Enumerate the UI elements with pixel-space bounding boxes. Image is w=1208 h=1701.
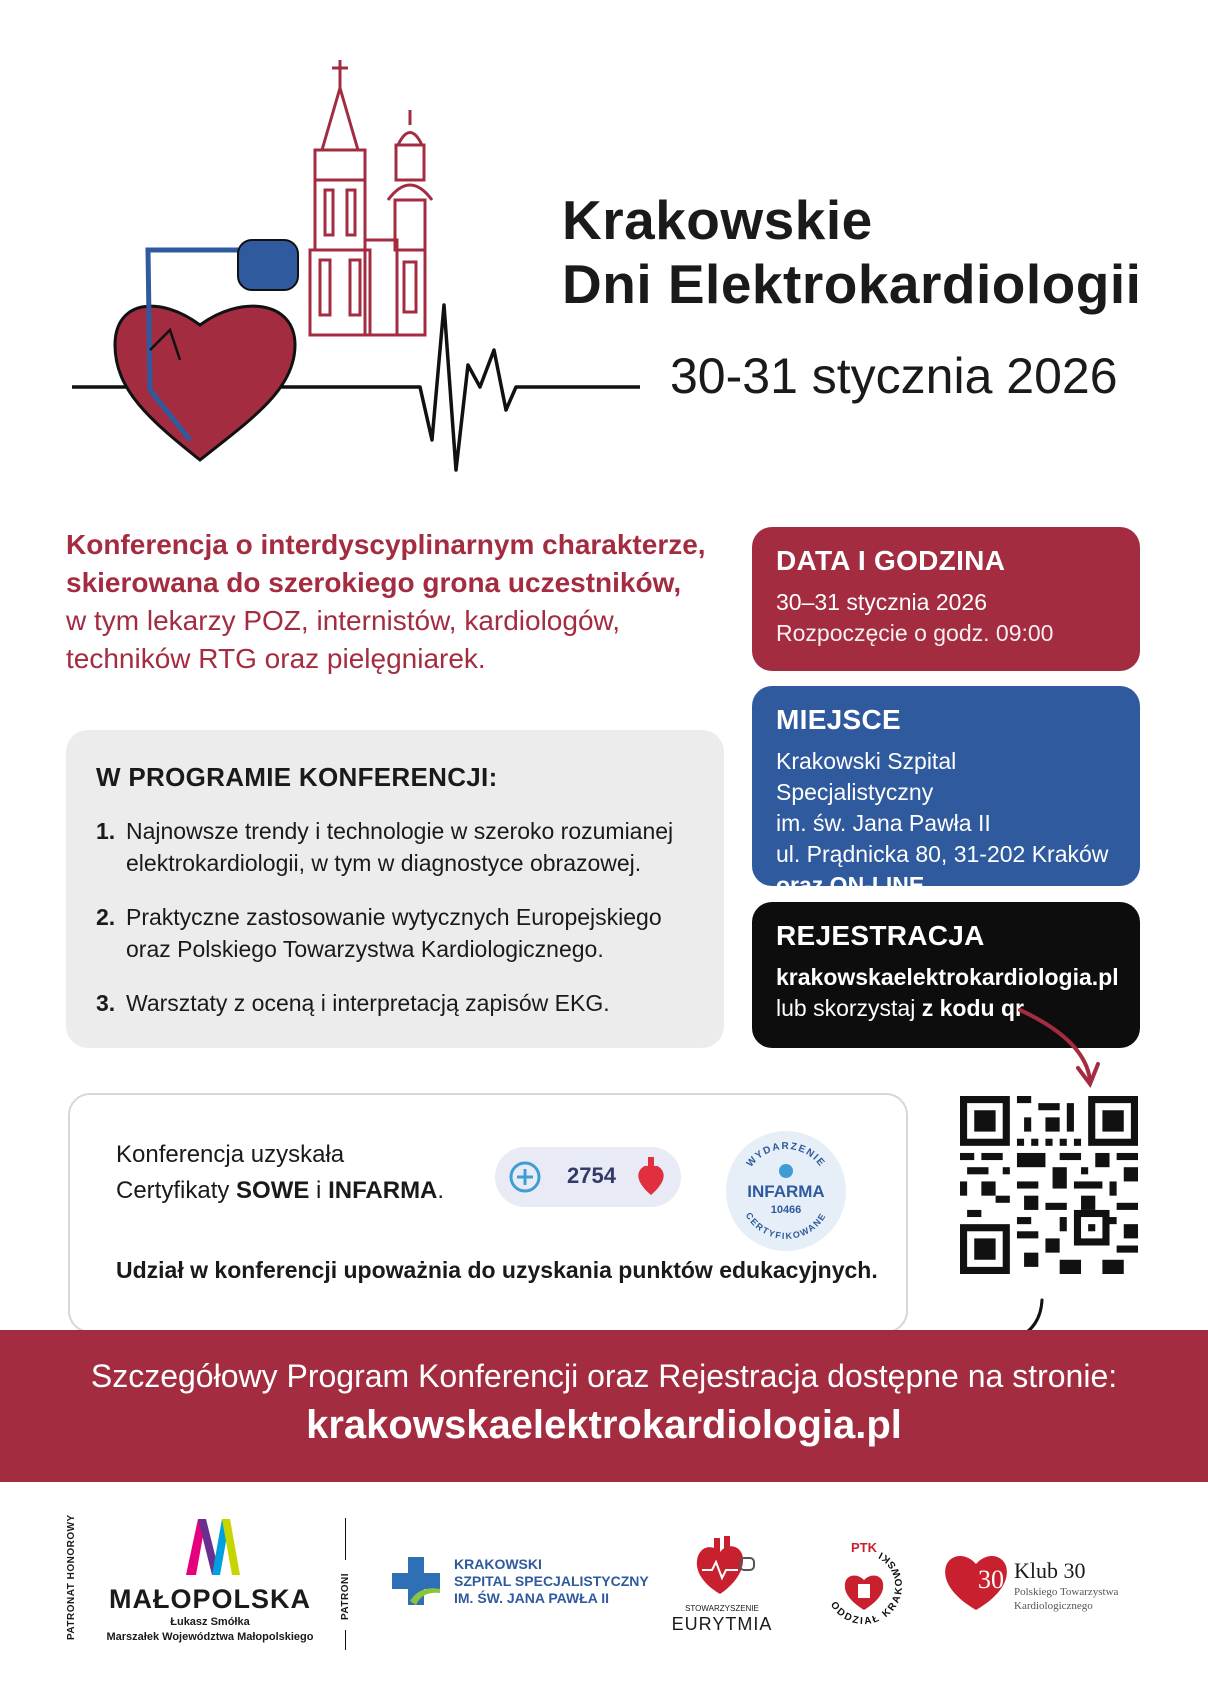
intro-bold-line-2: skierowana do szerokiego grona uczestników, [66,567,682,598]
certificates-infarma: INFARMA [328,1177,438,1204]
place-card-address: ul. Prądnicka 80, 31-202 Kraków [776,841,1109,867]
hospital-line-3: IM. ŚW. JANA PAWŁA II [454,1590,610,1606]
divider [345,1630,346,1650]
malopolska-name: MAŁOPOLSKA [109,1584,311,1614]
patroni-label: PATRONI [340,1572,351,1620]
certificates-and: i [316,1177,322,1204]
sowe-heart-icon [633,1155,669,1199]
conference-title [562,188,1141,316]
certificates-line-2 [116,1173,444,1209]
program-list [96,815,694,1019]
banner-text: Szczegółowy Program Konferencji oraz Rejestracja dostępne na stronie: [90,1358,1118,1394]
eurytmia-small: STOWARZYSZENIE [685,1604,759,1613]
program-item [96,987,694,1019]
certificates-note: Udział w konferencji upoważnia do uzyskania punktów edukacyjnych. [116,1257,878,1283]
registration-card [752,902,1140,1048]
date-card-title: DATA I GODZINA [776,545,1006,576]
registration-qr-prefix: lub skorzystaj [776,995,916,1021]
place-card-online: oraz ON-LINE [776,872,925,898]
banner-url-link[interactable]: krakowskaelektrokardiologia.pl [306,1403,902,1447]
infarma-top-text: WYDARZENIE [744,1140,828,1170]
infarma-badge [726,1131,846,1251]
ptk-text: PTK [851,1540,877,1555]
place-card [752,686,1140,898]
program-item-number: 1. [96,818,116,844]
certificates-line-1: Konferencja uzyskała [116,1141,345,1168]
infarma-seal-icon [726,1131,846,1251]
bottom-banner [0,1330,1208,1482]
pacemaker-icon [238,240,298,290]
title-line-2: Dni Elektrokardiologii [562,253,1142,315]
certificates-period: . [437,1177,445,1204]
hospital-logo-text [454,1556,649,1607]
date-card [752,527,1140,671]
eurytmia-name: EURYTMIA [671,1614,773,1634]
hospital-line-2: SZPITAL SPECJALISTYCZNY [454,1573,649,1589]
infarma-name: INFARMA [747,1182,825,1201]
program-item-text: Najnowsze trendy i technologie w szeroko rozumianej elektrokardiologii, w tym w diagnostyce obrazowej. [126,818,674,876]
program-panel [66,730,724,1048]
sowe-logo-icon [507,1159,543,1195]
klub30-heart-icon [940,1548,1012,1614]
registration-url-link[interactable]: krakowskaelektrokardiologia.pl [776,964,1119,990]
klub30-line-1: Polskiego Towarzystwa [1014,1586,1119,1598]
klub30-number: 30 [978,1565,1004,1594]
intro-text [66,526,746,678]
ptk-logo-icon [814,1536,914,1636]
intro-bold-line-1: Konferencja o interdyscyplinarnym charakterze, [66,529,706,560]
certificates-prefix: Certyfikaty [116,1177,230,1204]
malopolska-person: Łukasz Smółka [170,1616,250,1628]
certificates-sowe: SOWE [236,1177,310,1204]
basilica-icon [310,60,432,335]
place-card-title: MIEJSCE [776,704,902,735]
place-card-hospital-name: im. św. Jana Pawła II [776,810,991,836]
sowe-number: 2754 [567,1163,616,1188]
sowe-badge [495,1147,681,1207]
program-item [96,815,694,879]
program-heading: W PROGRAMIE KONFERENCJI: [96,762,498,792]
program-item-number: 3. [96,990,116,1016]
qr-code[interactable] [960,1096,1138,1274]
hospital-cross-icon [390,1555,442,1607]
malopolska-logo-icon [182,1515,242,1577]
intro-line-4: techników RTG oraz pielęgniarek. [66,643,486,674]
place-card-hospital: Krakowski Szpital Specjalistyczny [776,748,957,805]
hospital-line-1: KRAKOWSKI [454,1556,542,1572]
patronat-label: PATRONAT HONOROWY [66,1514,77,1640]
klub30-line-2: Kardiologicznego [1014,1600,1093,1612]
ptk-ring-text: ODDZIAŁ KRAKOWSKI [828,1548,906,1628]
program-item-number: 2. [96,904,116,930]
registration-qr-bold: z kodu qr [921,995,1024,1021]
registration-card-title: REJESTRACJA [776,920,985,951]
header-date: 30-31 stycznia 2026 [670,348,1118,404]
malopolska-role: Marszałek Województwa Małopolskiego [106,1631,314,1643]
certificates-box [68,1093,908,1333]
program-item [96,901,694,965]
heart-icon [115,306,295,460]
program-item-text: Warsztaty z oceną i interpretacją zapisów EKG. [126,990,610,1016]
date-card-dates: 30–31 stycznia 2026 [776,589,987,615]
program-item-text: Praktyczne zastosowanie wytycznych Europejskiego oraz Polskiego Towarzystwa Kardiologicznego. [126,904,662,962]
date-card-start: Rozpoczęcie o godz. 09:00 [776,620,1054,646]
eurytmia-heart-icon [690,1536,756,1598]
intro-line-3: w tym lekarzy POZ, internistów, kardiologów, [66,605,620,636]
registration-qr-hint [776,993,1116,1024]
infarma-number: 10466 [770,1204,802,1216]
divider [345,1518,346,1560]
certificates-text [116,1137,444,1209]
title-line-1: Krakowskie [562,189,873,251]
klub30-name: Klub 30 [1014,1558,1086,1583]
infarma-bottom-text: CERTYFIKOWANE [743,1210,829,1242]
